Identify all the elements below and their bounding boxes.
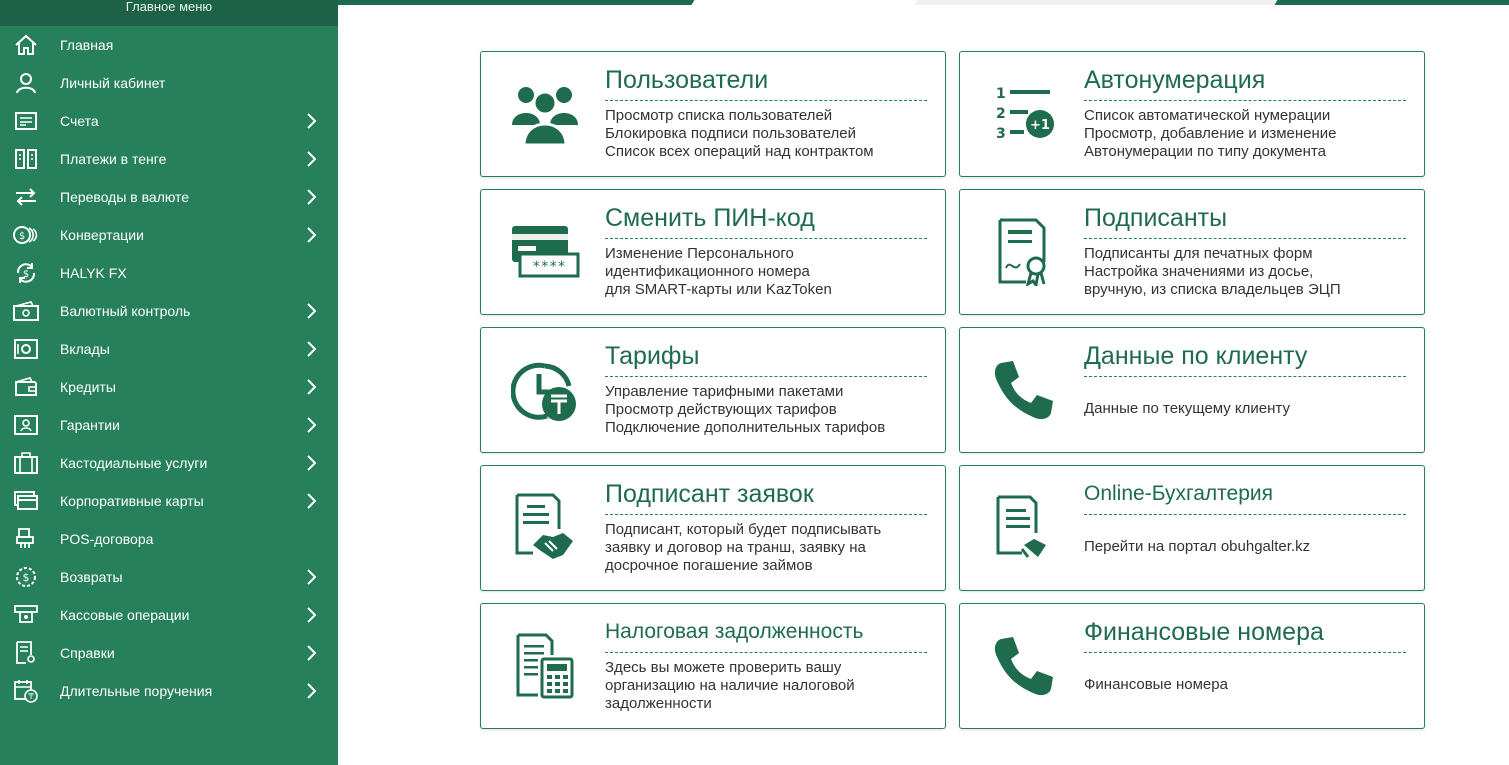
user-icon xyxy=(13,71,39,95)
sidebar-item-label: Длительные поручения xyxy=(60,683,213,699)
payments-icon xyxy=(13,147,39,171)
sidebar-item-refunds[interactable] xyxy=(0,558,338,596)
sidebar-item-label: Кастодиальные услуги xyxy=(60,455,208,471)
cards-icon xyxy=(13,489,39,513)
sidebar-item-label: Главная xyxy=(60,37,114,53)
numbering-icon xyxy=(986,74,1062,154)
card-description: Подписант, который будет подписывать заявку и договор на транш, заявку на досрочное погашение займов xyxy=(605,521,882,574)
card-description: Здесь вы можете проверить вашу организацию на наличие налоговой задолженности xyxy=(605,659,855,712)
chevron-right-icon xyxy=(304,454,318,472)
sidebar-title: Главное меню xyxy=(0,0,338,26)
sidebar-item-conversions[interactable] xyxy=(0,216,338,254)
card-title: Тарифы xyxy=(605,340,927,377)
card-application-signer[interactable] xyxy=(480,465,946,591)
sidebar-item-halyk-fx[interactable] xyxy=(0,254,338,292)
svg-text:₸: ₸ xyxy=(28,692,34,701)
coins-icon xyxy=(13,223,39,247)
sidebar-item-label: HALYK FX xyxy=(60,265,127,281)
sidebar-item-label: Кассовые операции xyxy=(60,607,190,623)
sidebar-item-certificates[interactable] xyxy=(0,634,338,672)
card-client-data[interactable] xyxy=(959,327,1425,453)
sidebar-item-label: Возвраты xyxy=(60,569,123,585)
sidebar-item-pos-contracts[interactable] xyxy=(0,520,338,558)
card-title: Автонумерация xyxy=(1084,64,1406,101)
cashier-icon xyxy=(13,603,39,627)
credit-icon xyxy=(13,375,39,399)
card-tariffs[interactable] xyxy=(480,327,946,453)
sidebar-item-deposits[interactable] xyxy=(0,330,338,368)
card-title: Данные по клиенту xyxy=(1084,340,1406,377)
sidebar-item-currency-control[interactable] xyxy=(0,292,338,330)
sidebar-item-guarantees[interactable] xyxy=(0,406,338,444)
sidebar-item-standing-orders[interactable] xyxy=(0,672,338,710)
card-users[interactable] xyxy=(480,51,946,177)
chevron-right-icon xyxy=(304,568,318,586)
top-decorative-strip xyxy=(338,0,1509,5)
card-financial-numbers[interactable] xyxy=(959,603,1425,729)
svg-text:2: 2 xyxy=(996,106,1006,122)
sidebar-item-profile[interactable] xyxy=(0,64,338,102)
sidebar-item-label: Конвертации xyxy=(60,227,144,243)
sidebar-menu xyxy=(0,0,338,765)
phone-icon xyxy=(986,626,1062,706)
card-description: Управление тарифными пакетами Просмотр действующих тарифов Подключение дополнительных тарифов xyxy=(605,383,886,436)
guarantee-icon xyxy=(13,413,39,437)
online-accounting-icon xyxy=(986,488,1062,568)
sidebar-item-label: Переводы в валюте xyxy=(60,189,190,205)
sidebar-item-label: Вклады xyxy=(60,341,110,357)
chevron-right-icon xyxy=(304,378,318,396)
sidebar-item-custody[interactable] xyxy=(0,444,338,482)
refund-icon xyxy=(13,565,39,589)
card-title: Налоговая задолженность xyxy=(605,616,927,653)
card-title: Подписанты xyxy=(1084,202,1406,239)
pos-icon xyxy=(13,527,39,551)
sidebar-item-label: Валютный контроль xyxy=(60,303,191,319)
card-title: Пользователи xyxy=(605,64,927,101)
safe-icon xyxy=(13,337,39,361)
svg-text:+1: +1 xyxy=(1030,118,1050,133)
chevron-right-icon xyxy=(304,112,318,130)
sidebar-item-label: Справки xyxy=(60,645,115,661)
sidebar-item-label: Личный кабинет xyxy=(60,75,166,91)
sidebar-item-corporate-cards[interactable] xyxy=(0,482,338,520)
svg-text:****: **** xyxy=(532,259,566,275)
phone-icon xyxy=(986,350,1062,430)
chevron-right-icon xyxy=(304,492,318,510)
briefcase-icon xyxy=(13,451,39,475)
pin-card-icon xyxy=(507,212,583,292)
chevron-right-icon xyxy=(304,150,318,168)
fx-icon xyxy=(13,261,39,285)
sidebar-item-cash-operations[interactable] xyxy=(0,596,338,634)
chevron-right-icon xyxy=(304,682,318,700)
svg-text:$: $ xyxy=(22,269,30,280)
sidebar-item-label: POS-договора xyxy=(60,531,154,547)
tax-calculator-icon xyxy=(507,626,583,706)
card-description: Финансовые номера xyxy=(1084,676,1228,693)
chevron-right-icon xyxy=(304,606,318,624)
home-icon xyxy=(13,33,39,57)
card-description: Список автоматической нумерации Просмотр, добавление и изменение Автонумерации по типу документа xyxy=(1084,107,1337,160)
card-autonumbering[interactable] xyxy=(959,51,1425,177)
sidebar-item-label: Счета xyxy=(60,113,99,129)
sidebar-item-accounts[interactable] xyxy=(0,102,338,140)
sidebar-item-label: Платежи в тенге xyxy=(60,151,167,167)
card-tax-debt[interactable] xyxy=(480,603,946,729)
card-title: Сменить ПИН-код xyxy=(605,202,927,239)
chevron-right-icon xyxy=(304,188,318,206)
sidebar-item-payments-kzt[interactable] xyxy=(0,140,338,178)
card-description: Перейти на портал obuhgalter.kz xyxy=(1084,538,1311,555)
card-description: Просмотр списка пользователей Блокировка подписи пользователей Список всех операций над контрактом xyxy=(605,107,874,160)
sidebar-item-home[interactable] xyxy=(0,26,338,64)
svg-text:1: 1 xyxy=(996,86,1006,102)
sidebar-item-label: Кредиты xyxy=(60,379,116,395)
sidebar-item-credits[interactable] xyxy=(0,368,338,406)
card-description: Подписанты для печатных форм Настройка значениями из досье, вручную, из списка владельцев ЭЦП xyxy=(1084,245,1341,298)
card-online-accounting[interactable] xyxy=(959,465,1425,591)
card-title: Online-Бухгалтерия xyxy=(1084,478,1406,515)
sidebar-item-currency-transfers[interactable] xyxy=(0,178,338,216)
wallet-icon xyxy=(13,299,39,323)
card-title: Подписант заявок xyxy=(605,478,927,515)
signer-document-icon xyxy=(986,212,1062,292)
certificate-icon xyxy=(13,641,39,665)
svg-text:$: $ xyxy=(18,231,26,242)
accounts-icon xyxy=(13,109,39,133)
card-title: Финансовые номера xyxy=(1084,616,1406,653)
chevron-right-icon xyxy=(304,644,318,662)
svg-text:3: 3 xyxy=(996,126,1006,142)
card-description: Данные по текущему клиенту xyxy=(1084,400,1290,417)
chevron-right-icon xyxy=(304,340,318,358)
handshake-document-icon xyxy=(507,488,583,568)
svg-text:$: $ xyxy=(22,571,30,584)
sidebar-item-label: Корпоративные карты xyxy=(60,493,204,509)
card-description: Изменение Персонального идентификационного номера для SMART-карты или KazToken xyxy=(605,245,832,298)
chevron-right-icon xyxy=(304,226,318,244)
sidebar-item-label: Гарантии xyxy=(60,417,120,433)
card-change-pin[interactable] xyxy=(480,189,946,315)
chevron-right-icon xyxy=(304,416,318,434)
card-signers[interactable] xyxy=(959,189,1425,315)
calendar-icon xyxy=(13,679,39,703)
tariff-clock-icon xyxy=(507,350,583,430)
transfer-icon xyxy=(13,185,39,209)
chevron-right-icon xyxy=(304,302,318,320)
users-icon xyxy=(507,74,583,154)
